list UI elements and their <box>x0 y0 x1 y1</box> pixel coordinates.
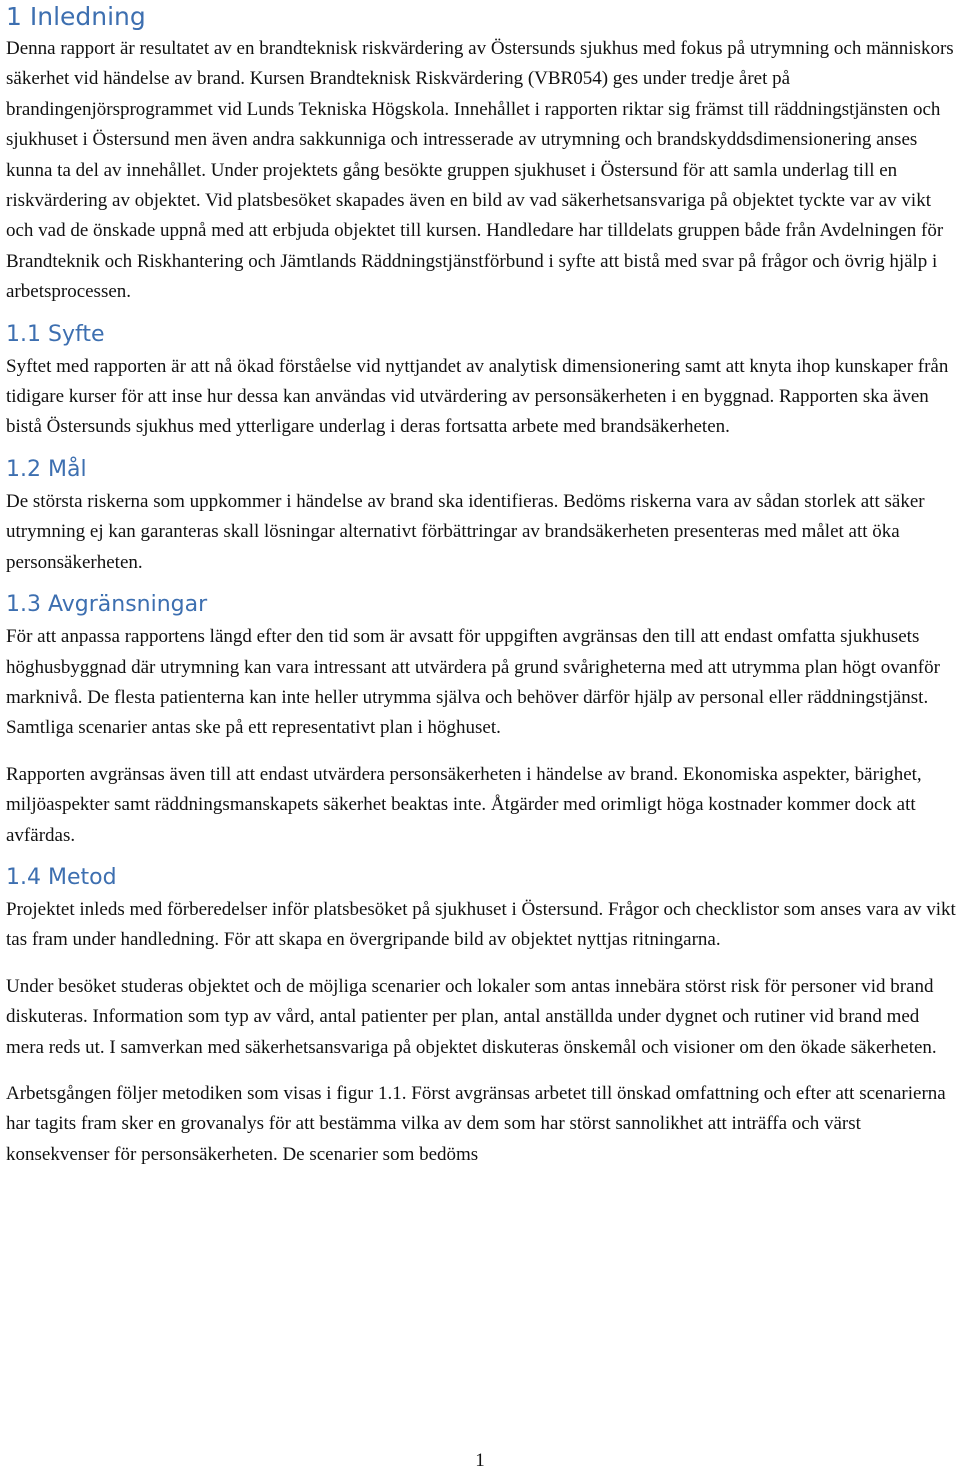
paragraph-metod-2: Under besöket studeras objektet och de möjliga scenarier och lokaler som antas innebära störst risk för personer vid brand diskuteras. Information som typ av vård, antal patienter per plan, antal anställda under dygnet och rutiner vid brand med mera reds ut. I samverkan med säkerhetsansvariga på objektet diskuteras önskemål och visioner om den ökade säkerheten. <box>6 975 937 1058</box>
page-number: 1 <box>475 1450 485 1471</box>
section-heading-inledning: 1 Inledning <box>6 2 146 31</box>
section-heading-mal: 1.2 Mål <box>6 456 87 482</box>
paragraph-mal: De största riskerna som uppkommer i händelse av brand ska identifieras. Bedöms riskerna vara av sådan storlek att säker utrymning ej kan garanteras skall lösningar alternativt förbättringar av brandsäkerheten presenteras med målet att öka personsäkerheten. <box>6 490 925 573</box>
section-heading-metod: 1.4 Metod <box>6 864 117 890</box>
paragraph-inledning: Denna rapport är resultatet av en brandteknisk riskvärdering av Östersunds sjukhus med fokus på utrymning och människors säkerhet vid händelse av brand. Kursen Brandteknisk Riskvärdering (VBR054) ges under tredje året på brandingenjörsprogrammet vid Lunds Tekniska Högskola. Innehållet i rapporten riktar sig främst till räddningstjänsten och sjukhuset i Östersund men även andra sakkunniga och intresserade av utrymning och brandskyddsdimensionering anses kunna ta del av innehållet. Under projektets gång besökte gruppen sjukhuset i Östersund för att samla underlag till en riskvärdering av objektet. Vid platsbesöket skapades även en bild av vad säkerhetsansvariga på objektet tyckte var av vikt och vad de önskade uppnå med att erbjuda objektet till kursen. Handledare har tilldelats gruppen både från Avdelningen för Brandteknik och Riskhantering och Jämtlands Räddningstjänstförbund i syfte att bistå med svar på frågor och övrig hjälp i arbetsprocessen. <box>6 38 954 303</box>
paragraph-avgransningar-2: Rapporten avgränsas även till att endast utvärdera personsäkerheten i händelse av brand. Ekonomiska aspekter, bärighet, miljöaspekter samt räddningsmanskapets säkerhet beaktas inte. Åtgärder med orimligt höga kostnader kommer dock att avfärdas. <box>6 763 922 846</box>
section-heading-syfte: 1.1 Syfte <box>6 321 105 347</box>
section-heading-avgransningar: 1.3 Avgränsningar <box>6 592 208 618</box>
paragraph-avgransningar-1: För att anpassa rapportens längd efter den tid som är avsatt för uppgiften avgränsas den till att endast omfatta sjukhusets höghusbyggnad där utrymning kan vara intressant att utvärdera på grund svårigheterna med att utrymma plan högt ovanför marknivå. De flesta patienterna kan inte heller utrymma själva och behöver därför hjälp av personal eller räddningstjänst. Samtliga scenarier antas ske på ett representativt plan i höghuset. <box>6 626 940 739</box>
paragraph-metod-1: Projektet inleds med förberedelser inför platsbesöket på sjukhuset i Östersund. Frågor och checklistor som anses vara av vikt tas fram under handledning. För att skapa en övergripande bild av objektet nyttjas ritningarna. <box>6 898 956 951</box>
document-page <box>6 0 956 1170</box>
paragraph-syfte: Syftet med rapporten är att nå ökad förståelse vid nyttjandet av analytisk dimensionering samt att knyta ihop kunskaper från tidigare kurser för att inse hur dessa kan användas vid utvärdering av personsäkerheten i en byggnad. Rapporten ska även bistå Östersunds sjukhus med ytterligare underlag i deras fortsatta arbete med brandsäkerheten. <box>6 355 949 438</box>
paragraph-metod-3: Arbetsgången följer metodiken som visas i figur 1.1. Först avgränsas arbetet till önskad omfattning och efter att scenarierna har tagits fram sker en grovanalys för att bestämma vilka av dem som har störst sannolikhet att inträffa och värst konsekvenser för personsäkerheten. De scenarier som bedöms <box>6 1082 946 1165</box>
